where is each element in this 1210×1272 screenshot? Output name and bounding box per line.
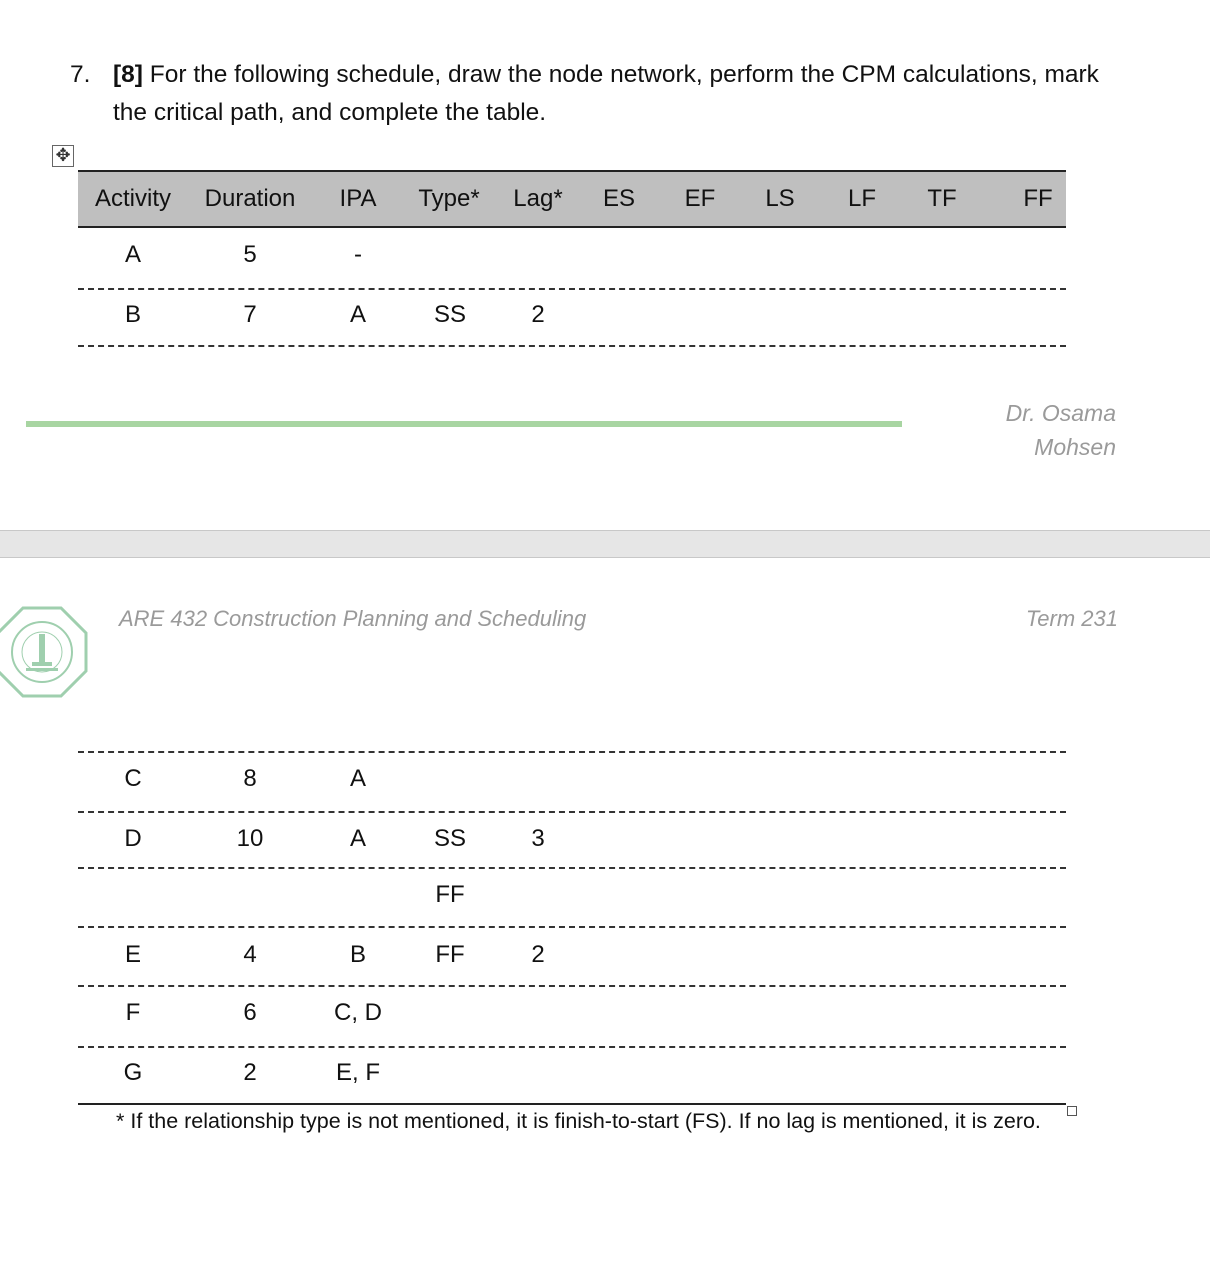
cell-activity: D (124, 825, 142, 852)
cell-duration: 6 (243, 999, 257, 1026)
footer-accent-line (26, 421, 902, 427)
cell-duration: 7 (243, 301, 257, 328)
table-row (78, 880, 1066, 910)
cell-type: SS (433, 825, 466, 852)
table-row (78, 1058, 1066, 1088)
cell-ipa: - (354, 241, 362, 268)
cell-ipa: A (349, 825, 366, 852)
header-activity: Activity (94, 185, 171, 212)
university-seal-logo (0, 606, 88, 698)
header-tf: TF (927, 185, 957, 212)
header-ls: LS (765, 185, 795, 212)
cell-lag: 2 (531, 941, 545, 968)
row-divider (78, 867, 1066, 869)
header-course: ARE 432 Construction Planning and Scheduling (119, 606, 587, 631)
row-divider (78, 751, 1066, 753)
table-footnote: * If the relationship type is not mentioned, it is finish-to-start (FS). If no lag is mentioned, it is zero. (116, 1109, 1041, 1133)
move-arrows-icon[interactable]: ✥ (52, 145, 74, 167)
table-row (78, 998, 1066, 1028)
header-ipa: IPA (339, 185, 377, 212)
question-number: 7. (70, 61, 91, 88)
table-row (78, 240, 1066, 270)
header-type: Type* (418, 185, 480, 212)
header-ff: FF (1023, 185, 1053, 212)
table-row (78, 300, 1066, 330)
footer-author (1006, 396, 1116, 464)
cell-ipa: A (349, 765, 366, 792)
author-line-2: Mohsen (1034, 434, 1116, 460)
header-lf: LF (847, 185, 876, 212)
cell-duration: 2 (243, 1059, 257, 1086)
cell-lag: 3 (531, 825, 545, 852)
question-points: [8] (113, 61, 143, 88)
cell-duration: 8 (243, 765, 257, 792)
table-row (78, 764, 1066, 794)
row-divider (78, 345, 1066, 347)
cell-ipa: E, F (335, 1059, 380, 1086)
table-end-marker-icon[interactable] (1067, 1106, 1077, 1116)
row-divider (78, 1046, 1066, 1048)
table-row (78, 940, 1066, 970)
cell-type: FF (435, 941, 465, 968)
table-row (78, 824, 1066, 854)
cell-duration: 5 (243, 241, 257, 268)
cell-ipa: A (349, 301, 366, 328)
header-es: ES (602, 185, 635, 212)
cell-ipa: B (349, 941, 366, 968)
table-header (78, 170, 1066, 228)
cell-activity: F (125, 999, 141, 1026)
cell-duration: 4 (243, 941, 257, 968)
row-divider (78, 811, 1066, 813)
cell-ipa: C, D (334, 999, 382, 1026)
cell-activity: E (124, 941, 141, 968)
cell-activity: C (124, 765, 142, 792)
row-divider (78, 985, 1066, 987)
cell-lag: 2 (531, 301, 545, 328)
header-term: Term 231 (1025, 606, 1118, 631)
author-line-1: Dr. Osama (1005, 400, 1116, 426)
row-divider (78, 926, 1066, 928)
cell-activity: A (124, 241, 141, 268)
table-bottom-border (78, 1103, 1066, 1105)
cell-type: FF (435, 881, 465, 908)
cell-activity: B (124, 301, 141, 328)
header-ef: EF (684, 185, 716, 212)
page-break (0, 530, 1210, 558)
header-lag: Lag* (513, 185, 563, 212)
cell-duration: 10 (236, 825, 264, 852)
cell-type: SS (433, 301, 466, 328)
cell-activity: G (123, 1059, 143, 1086)
row-divider (78, 288, 1066, 290)
header-duration: Duration (204, 185, 296, 212)
question-body: For the following schedule, draw the node network, perform the CPM calculations, mark the critical path, and complete the table. (113, 61, 1099, 126)
question-text (113, 56, 1123, 132)
